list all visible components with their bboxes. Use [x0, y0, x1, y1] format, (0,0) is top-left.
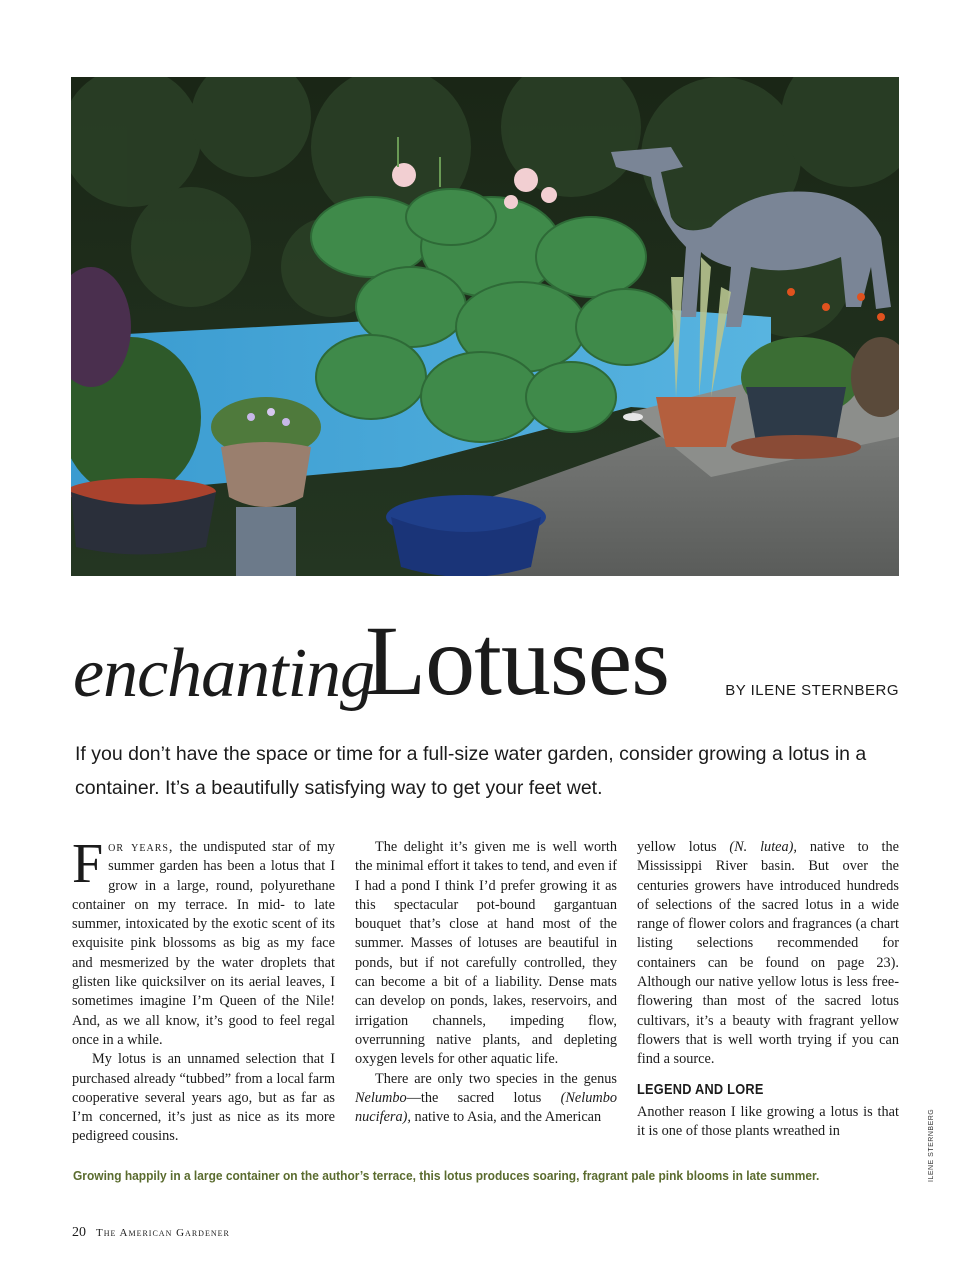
body-paragraph: Another reason I like growing a lotus is that it is one of those plants wreathed in — [637, 1103, 899, 1140]
species-name: (N. lutea), — [729, 839, 797, 855]
paragraph-text: yellow lotus — [637, 839, 730, 855]
body-column-1 — [72, 833, 335, 1147]
paragraph-text: native to the Mississippi River basin. But over the centuries growers have introduced hundreds of selections of the sacred lotus in a wide range of flower colors and fragrances (a chart listing selections recommended for containers can be found on page 23). Although our native yellow lotus is less free-flowering than most of the sacred lotus cultivars, it’s a beauty with fragrant yellow flowers that is well worth trying if you can find a source. — [637, 839, 899, 1068]
photo-credit: ILENE STERNBERG — [928, 1108, 935, 1182]
paragraph-text: —the sacred lotus — [406, 1089, 561, 1106]
photo-caption: Growing happily in a large container on the author’s terrace, this lotus produces soaring, fragrant pale pink blooms in late summer. — [73, 1168, 820, 1183]
headline-main-word: Lotuses — [365, 605, 670, 716]
body-column-2 — [355, 838, 617, 1127]
lead-in-smallcaps: or years, — [108, 839, 174, 855]
page-folio — [72, 1224, 230, 1241]
deck-intro — [75, 737, 905, 805]
paragraph-text: native to Asia, and the American — [410, 1109, 602, 1126]
byline: BY ILENE STERNBERG — [725, 682, 899, 699]
body-paragraph — [72, 833, 335, 1050]
deck-line: container. It’s a beautifully satisfying way to get your feet wet. — [75, 777, 603, 799]
body-paragraph: The delight it’s given me is well worth the minimal effort it takes to tend, and even if I had a pond I think I’d prefer growing it as this spectacular pot-bound gargantuan bouquet that’s close at hand most of the summer. Masses of lotuses are beautiful in ponds, but if not carefully controlled, they can become a bit of a liability. Dense mats can develop on ponds, lakes, reservoirs, and irrigation channels, impeding flow, overrunning native plants, and depleting oxygen levels for other aquatic life. — [355, 839, 617, 1068]
body-column-3 — [637, 838, 899, 1141]
section-subhead: LEGEND AND LORE — [637, 1080, 764, 1098]
lotus-garden-photo — [71, 77, 899, 576]
body-paragraph — [355, 1070, 617, 1128]
paragraph-text: There are only two species in the genus — [375, 1070, 617, 1087]
body-paragraph: My lotus is an unnamed selection that I purchased already “tubbed” from a local farm cooperative several years ago, but as far as I’m concerned, it’s just as nice as its more pedigreed cousins. — [72, 1051, 335, 1145]
genus-name: Nelumbo — [355, 1089, 407, 1106]
magazine-name: The American Gardener — [96, 1227, 230, 1239]
drop-cap: F — [72, 833, 104, 895]
headline-script-word: enchanting — [73, 635, 375, 712]
deck-line: If you don’t have the space or time for a full-size water garden, consider growing a lotus in a — [75, 743, 867, 765]
page-number: 20 — [72, 1225, 86, 1240]
species-name: (Nelumbo nucifera), — [355, 1089, 617, 1126]
paragraph-text: the undisputed star of my summer garden has been a lotus that I grow in a large, round, polyurethane container on my terrace. In mid- to late summer, intoxicated by the exotic scent of its exquisite pink blossoms as big as my face and mesmerized by the water droplets that glisten like quicksilver on its aerial leaves, I sometimes imagine I’m Queen of the Nile! And, as we all know, it’s good to feel regal once in a while. — [72, 839, 335, 1048]
body-paragraph — [637, 838, 899, 1070]
